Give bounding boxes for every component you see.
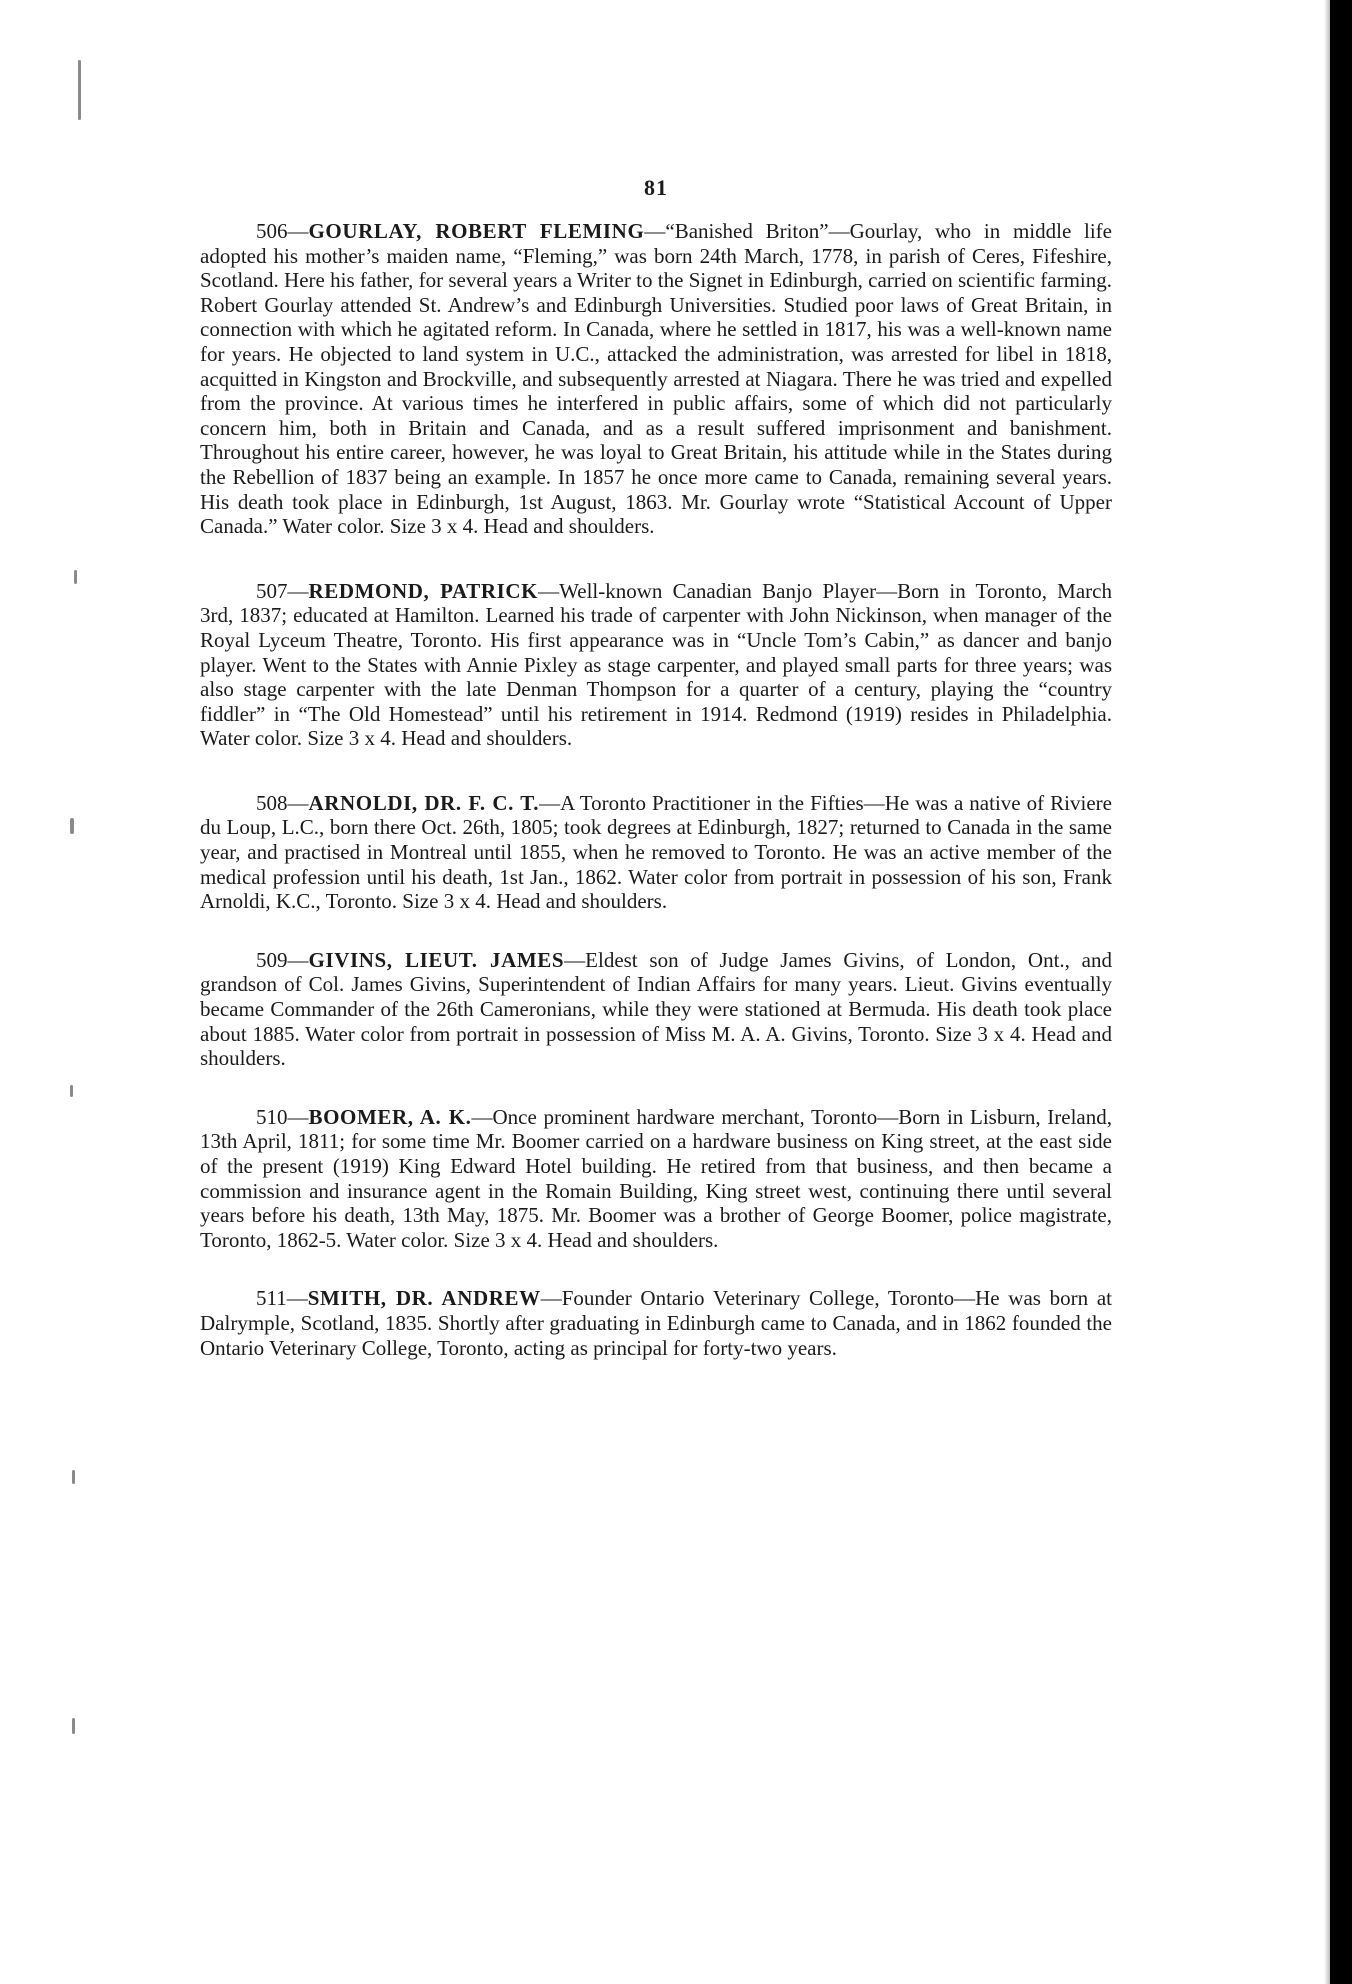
entry-number: 511 — [256, 1286, 287, 1311]
binding-mark — [72, 1718, 75, 1734]
entry-508: 508—ARNOLDI, DR. F. C. T.—A Toronto Practitioner in the Fifties—He was a native of Riviere du Loup, L.C., born there Oct. 26th, 1805; took degrees at Edinburgh, 1827; returned to Canada in the same year, and practised in Montreal until 1855, when he removed to Toronto. He was an active member of the medical profession until his death, 1st Jan., 1862. Water color from portrait in possession of his son, Frank Arnoldi, K.C., Toronto. Size 3 x 4. Head and shoulders. — [200, 790, 1112, 914]
binding-mark — [72, 1470, 75, 1484]
entry-heading: GIVINS, LIEUT. JAMES — [308, 947, 565, 972]
entry-number: 510 — [256, 1104, 288, 1129]
binding-mark — [70, 1085, 73, 1097]
entry-507: 507—REDMOND, PATRICK—Well-known Canadian Banjo Player—Born in Toronto, March 3rd, 1837; educated at Hamilton. Learned his trade of carpenter with John Nickinson, when manager of the Royal Lyceum Theatre, Toronto. His first appearance was in “Uncle Tom’s Cabin,” as dancer and banjo player. Went to the States with Annie Pixley as stage carpenter, and played small parts for three years; was also stage carpenter with the late Denman Thompson for a quarter of a century, playing the “country fiddler” in “The Old Homestead” until his retirement in 1914. Redmond (1919) resides in Philadelphia. Water color. Size 3 x 4. Head and shoulders. — [200, 578, 1112, 751]
entry-body: Well-known Canadian Banjo Player—Born in Toronto, March 3rd, 1837; educated at Hamilton. Learned his trade of carpenter with John Nickinson, when manager of the Royal Lyceum Theatre, Toronto. His first appearance was in “Uncle Tom’s Cabin,” as dancer and banjo player. Went to the States with Annie Pixley as stage carpenter, and played small parts for three years; was also stage carpenter with the late Denman Thompson for a quarter of a century, playing the “country fiddler” in “The Old Homestead” until his retirement in 1914. Redmond (1919) resides in Philadelphia. Water color. Size 3 x 4. Head and shoulders. — [200, 578, 1112, 751]
entry-body: A Toronto Practitioner in the Fifties—He was a native of Riviere du Loup, L.C., born there Oct. 26th, 1805; took degrees at Edinburgh, 1827; returned to Canada in the same year, and practised in Montreal until 1855, when he removed to Toronto. He was an active member of the medical profession until his death, 1st Jan., 1862. Water color from portrait in possession of his son, Frank Arnoldi, K.C., Toronto. Size 3 x 4. Head and shoulders. — [200, 790, 1112, 914]
page-number: 81 — [644, 175, 668, 200]
entry-body: Eldest son of Judge James Givins, of London, Ont., and grandson of Col. James Givins, Superintendent of Indian Affairs for many years. Lieut. Givins eventually became Commander of the 26th Cameronians, while they were stationed at Bermuda. His death took place about 1885. Water color from portrait in possession of Miss M. A. A. Givins, Toronto. Size 3 x 4. Head and shoulders. — [200, 947, 1112, 1071]
entry-body: “Banished Briton”—Gourlay, who in middle life adopted his mother’s maiden name, “Fleming,” was born 24th March, 1778, in parish of Ceres, Fifeshire, Scotland. Here his father, for several years a Writer to the Signet in Edinburgh, carried on scientific farming. Robert Gourlay attended St. Andrew’s and Edinburgh Universities. Studied poor laws of Great Britain, in connection with which he agitated reform. In Canada, where he settled in 1817, his was a well-known name for years. He objected to land system in U.C., attacked the administration, was arrested for libel in 1818, acquitted in Kingston and Brockville, and subsequently arrested at Niagara. There he was tried and expelled from the province. At various times he interfered in public affairs, some of which did not particularly concern him, both in Britain and Canada, and as a result suffered imprisonment and banishment. Throughout his entire career, however, he was loyal to Great Britain, his attitude while in the States during the Rebellion of 1837 being an example. In 1857 he once more came to Canada, remaining several years. His death took place in Edinburgh, 1st August, 1863. Mr. Gourlay wrote “Statistical Account of Upper Canada.” Water color. Size 3 x 4. Head and shoulders. — [200, 219, 1112, 539]
entry-heading: BOOMER, A. K. — [308, 1104, 472, 1129]
entry-number: 507 — [256, 578, 288, 603]
entry-509: 509—GIVINS, LIEUT. JAMES—Eldest son of Judge James Givins, of London, Ont., and grandson of Col. James Givins, Superintendent of Indian Affairs for many years. Lieut. Givins eventually became Commander of the 26th Cameronians, while they were stationed at Bermuda. His death took place about 1885. Water color from portrait in possession of Miss M. A. A. Givins, Toronto. Size 3 x 4. Head and shoulders. — [200, 947, 1112, 1071]
entry-number: 506 — [256, 219, 288, 243]
entry-511: 511—SMITH, DR. ANDREW—Founder Ontario Veterinary College, Toronto—He was born at Dalrymple, Scotland, 1835. Shortly after graduating in Edinburgh came to Canada, and in 1862 founded the Ontario Veterinary College, Toronto, acting as principal for forty-two years. — [200, 1286, 1113, 1360]
entry-number: 508 — [256, 790, 288, 815]
entry-heading: SMITH, DR. ANDREW — [307, 1286, 541, 1311]
entry-number: 509 — [256, 947, 288, 972]
binding-mark — [78, 60, 81, 120]
binding-mark — [74, 570, 77, 584]
entry-506: 506—GOURLAY, ROBERT FLEMING—“Banished Briton”—Gourlay, who in middle life adopted his mother’s maiden name, “Fleming,” was born 24th March, 1778, in parish of Ceres, Fifeshire, Scotland. Here his father, for several years a Writer to the Signet in Edinburgh, carried on scientific farming. Robert Gourlay attended St. Andrew’s and Edinburgh Universities. Studied poor laws of Great Britain, in connection with which he agitated reform. In Canada, where he settled in 1817, his was a well-known name for years. He objected to land system in U.C., attacked the administration, was arrested for libel in 1818, acquitted in Kingston and Brockville, and subsequently arrested at Niagara. There he was tried and expelled from the province. At various times he interfered in public affairs, some of which did not particularly concern him, both in Britain and Canada, and as a result suffered imprisonment and banishment. Throughout his entire career, however, he was loyal to Great Britain, his attitude while in the States during the Rebellion of 1837 being an example. In 1857 he once more came to Canada, remaining several years. His death took place in Edinburgh, 1st August, 1863. Mr. Gourlay wrote “Statistical Account of Upper Canada.” Water color. Size 3 x 4. Head and shoulders. — [200, 219, 1112, 539]
entry-heading: REDMOND, PATRICK — [308, 578, 539, 603]
binding-mark — [70, 818, 74, 834]
entry-body: Founder Ontario Veterinary College, Toronto—He was born at Dalrymple, Scotland, 1835. Shortly after graduating in Edinburgh came to Canada, and in 1862 founded the Ontario Veterinary College, Toronto, acting as principal for forty-two years. — [200, 1286, 1113, 1360]
entry-heading: ARNOLDI, DR. F. C. T. — [308, 790, 540, 815]
entry-body: Once prominent hardware merchant, Toronto—Born in Lisburn, Ireland, 13th April, 1811; for some time Mr. Boomer carried on a hardware business on King street, at the east side of the present (1919) King Edward Hotel building. He retired from that business, and then became a commission and insurance agent in the Romain Building, King street west, continuing there until several years before his death, 13th May, 1875. Mr. Boomer was a brother of George Boomer, police magistrate, Toronto, 1862-5. Water color. Size 3 x 4. Head and shoulders. — [200, 1104, 1112, 1252]
scan-border — [1330, 0, 1352, 1984]
entry-510: 510—BOOMER, A. K.—Once prominent hardware merchant, Toronto—Born in Lisburn, Ireland, 13th April, 1811; for some time Mr. Boomer carried on a hardware business on King street, at the east side of the present (1919) King Edward Hotel building. He retired from that business, and then became a commission and insurance agent in the Romain Building, King street west, continuing there until several years before his death, 13th May, 1875. Mr. Boomer was a brother of George Boomer, police magistrate, Toronto, 1862-5. Water color. Size 3 x 4. Head and shoulders. — [200, 1104, 1112, 1252]
entry-heading: GOURLAY, ROBERT FLEMING — [308, 219, 645, 243]
document-page — [200, 175, 1112, 1360]
